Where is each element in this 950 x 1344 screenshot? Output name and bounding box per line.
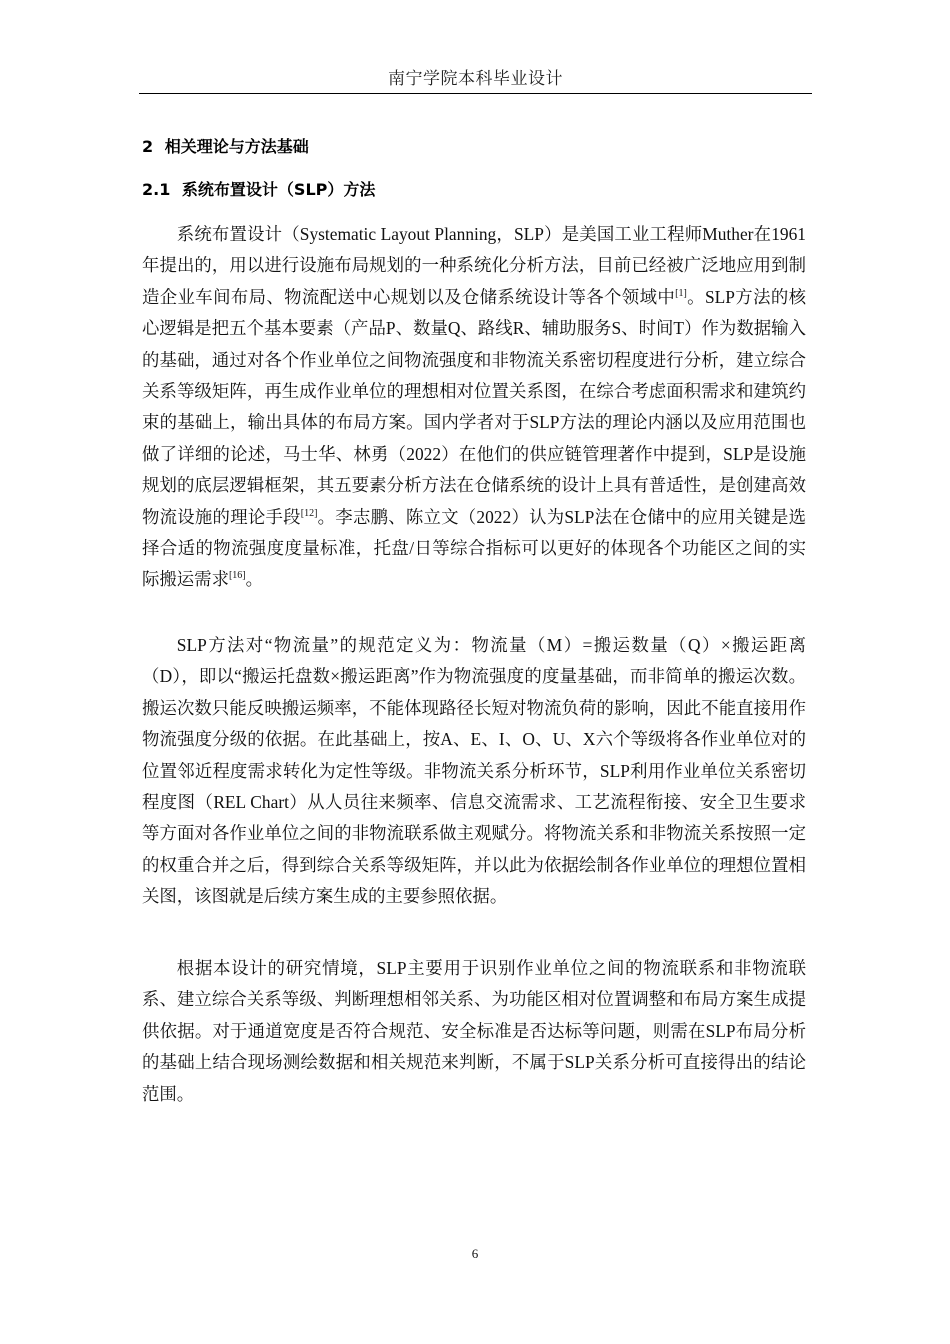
paragraph-segment: 。 [245,569,264,590]
paragraph-text: SLP方法对“物流量”的规范定义为：物流量（M）=搬运数量（Q）×搬运距离（D），即以“搬运托盘数×搬运距离”作为物流强度的度量基础，而非简单的搬运次数。搬运次数只能反映搬运频率，不能体现路径长短对物流负荷的影响，因此不能直接用作物流强度分级的依据。在此基础上，按A、E、I、O、U、X六个等级将各作业单位对的位置邻近程度需求转化为定性等级。非物流关系分析环节，SLP利用作业单位关系密切程度图（REL Chart）从人员往来频率、信息交流需求、工艺流程衔接、安全卫生要求等方面对各作业单位之间的非物流联系做主观赋分。将物流关系和非物流关系按照一定的权重合并之后，得到综合关系等级矩阵，并以此为依据绘制各作业单位的理想位置相关图，该图就是后续方案生成的主要参照依据。 [142,635,806,907]
section-heading [142,134,309,157]
body-paragraph-2 [142,630,806,913]
subsection-number: 2.1 [142,180,171,199]
paragraph-text: 根据本设计的研究情境，SLP主要用于识别作业单位之间的物流联系和非物流联系、建立综合关系等级、判断理想相邻关系、为功能区相对位置调整和布局方案生成提供依据。对于通道宽度是否符合规范、安全标准是否达标等问题，则需在SLP布局分析的基础上结合现场测绘数据和相关规范来判断，不属于SLP关系分析可直接得出的结论范围。 [142,958,806,1104]
page-number: 6 [471,1246,479,1261]
citation-ref: [12] [300,507,318,519]
paragraph-segment: 。李志鹏、陈立文（2022）认为SLP法在仓储中的应用关键是选择合适的物流强度度量标准，托盘/日等综合指标可以更好的体现各个功能区之间的实际搬运需求 [142,506,806,590]
body-paragraph-3 [142,953,806,1110]
body-paragraph-1 [142,219,806,596]
paragraph-segment: 系统布置设计（Systematic Layout Planning，SLP）是美国工业工程师Muther在1961年提出的，用以进行设施布局规划的一种系统化分析方法，目前已经被广泛地应用到制造企业车间布局、物流配送中心规划以及仓储系统设计等各个领域中 [142,224,806,307]
header-rule [139,93,812,94]
citation-ref: [16] [228,570,246,582]
paragraph-segment: 。SLP方法的核心逻辑是把五个基本要素（产品P、数量Q、路线R、辅助服务S、时间T）作为数据输入的基础，通过对各个作业单位之间物流强度和非物流关系密切程度进行分析，建立综合关系等级矩阵，再生成作业单位的理想相对位置关系图，在综合考虑面积需求和建筑约束的基础上，输出具体的布局方案。国内学者对于SLP方法的理论内涵以及应用范围也做了详细的论述，马士华、林勇（2022）在他们的供应链管理著作中提到，SLP是设施规划的底层逻辑框架，其五要素分析方法在仓储系统的设计上具有普适性，是创建高效物流设施的理论手段 [142,286,806,527]
citation-ref: [1] [675,288,687,300]
section-number: 2 [142,137,154,156]
paragraph-text [142,219,806,596]
subsection-title: 系统布置设计（SLP）方法 [181,180,376,199]
section-title: 相关理论与方法基础 [164,137,309,156]
running-header: 南宁学院本科毕业设计 [388,69,563,88]
subsection-heading [142,177,375,200]
